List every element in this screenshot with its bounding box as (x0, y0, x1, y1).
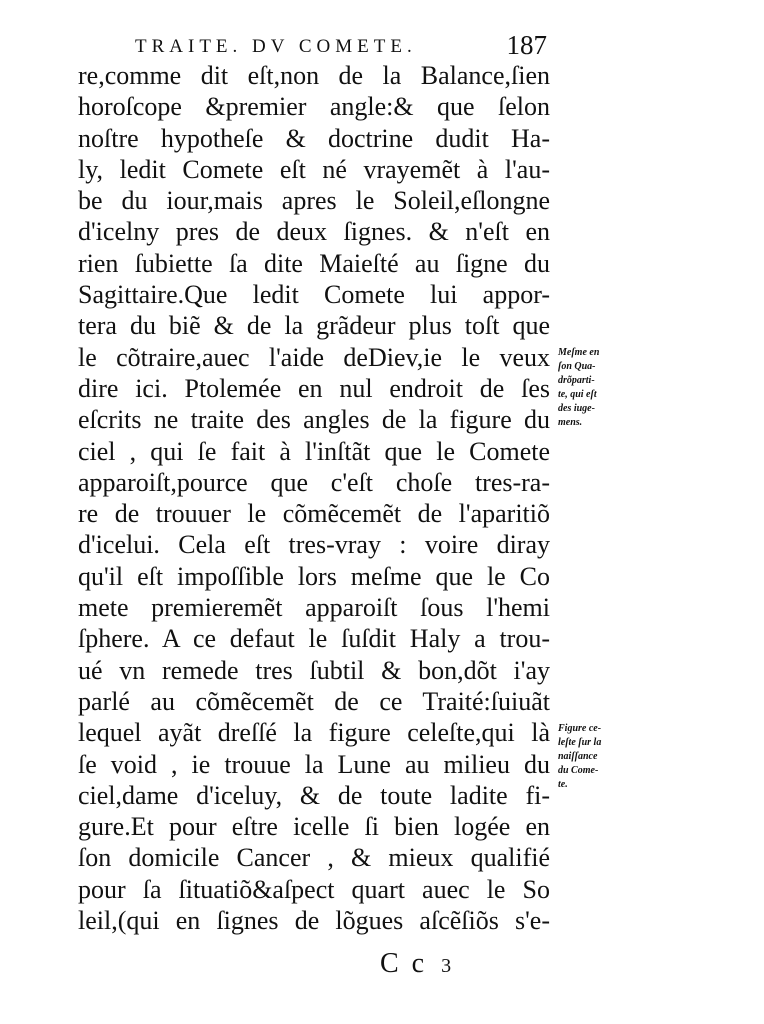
body-text (78, 60, 550, 936)
text-line: d'icelny pres de deux ſignes. & n'eſt en (78, 217, 550, 247)
text-line: tera du biẽ & de la grãdeur plus toſt que (78, 311, 550, 341)
text-line: ſe void , ie trouue la Lune au milieu du (78, 749, 550, 779)
text-line: horoſcope &premier angle:& que ſelon (78, 92, 550, 122)
text-line: gure.Et pour eſtre icelle ſi bien logée en (78, 812, 550, 842)
text-line: ly, ledit Comete eſt né vrayemẽt à l'au- (78, 154, 550, 184)
signature-letters: C c (380, 948, 428, 979)
margin-note-line: Meſme en (558, 347, 600, 358)
margin-note-line: naiſſance (558, 751, 598, 762)
text-line: dire ici. Ptolemée en nul endroit de ſes (78, 373, 550, 403)
text-line: parlé au cõmẽcemẽt de ce Traité:ſuiuãt (78, 686, 550, 716)
text-line: lequel ayãt dreſſé la figure celeſte,qui là (78, 718, 550, 748)
text-line: qu'il eſt impoſſible lors meſme que le Co (78, 561, 550, 591)
text-line: ué vn remede tres ſubtil & bon,dõt i'ay (78, 655, 550, 685)
margin-note-line: leſte ſur la (558, 737, 602, 748)
margin-note-line: te, qui eſt (558, 389, 597, 400)
running-title: TRAITE. DV COMETE. (135, 36, 417, 57)
margin-note-line: Figure ce- (558, 723, 602, 734)
margin-note-line: du Come- (558, 765, 599, 776)
margin-note (558, 722, 626, 792)
margin-note-line: drõparti- (558, 375, 595, 386)
text-line: le cõtraire,auec l'aide deDiev,ie le veux (78, 342, 550, 372)
text-line: re de trouuer le cõmẽcemẽt de l'aparitiõ (78, 499, 550, 529)
margin-note (558, 346, 626, 430)
text-line: noſtre hypotheſe & doctrine dudit Ha- (78, 123, 550, 153)
text-line: ciel , qui ſe fait à l'inſtãt que le Comete (78, 436, 550, 466)
signature-number: 3 (441, 955, 452, 977)
text-line: d'icelui. Cela eſt tres-vray : voire diray (78, 530, 550, 560)
text-line: apparoiſt,pource que c'eſt choſe tres-ra- (78, 467, 550, 497)
running-head (135, 30, 547, 64)
text-line: pour ſa ſituatiõ&aſpect quart auec le So (78, 874, 550, 904)
margin-note-line: te. (558, 779, 568, 790)
text-line: leil,(qui en ſignes de lõgues aſcẽſiõs s'e- (78, 906, 550, 936)
signature-mark (380, 948, 500, 988)
margin-note-line: des iuge- (558, 403, 595, 414)
text-line: Sagittaire.Que ledit Comete lui appor- (78, 280, 550, 310)
text-line: rien ſubiette ſa dite Maieſté au ſigne du (78, 248, 550, 278)
text-line: ſphere. A ce defaut le ſuſdit Haly a trou- (78, 624, 550, 654)
text-line: re,comme dit eſt,non de la Balance,ſien (78, 61, 550, 90)
text-line: ſon domicile Cancer , & mieux qualifié (78, 843, 550, 873)
text-line: ciel,dame d'iceluy, & de toute ladite fi- (78, 780, 550, 810)
margin-note-line: mens. (558, 417, 583, 428)
text-line: mete premieremẽt apparoiſt ſous l'hemi (78, 593, 550, 623)
margin-note-line: ſon Qua- (558, 361, 596, 372)
text-line: be du iour,mais apres le Soleil,eſlongne (78, 186, 550, 216)
page-number: 187 (506, 30, 547, 60)
text-line: eſcrits ne traite des angles de la figure du (78, 405, 550, 435)
